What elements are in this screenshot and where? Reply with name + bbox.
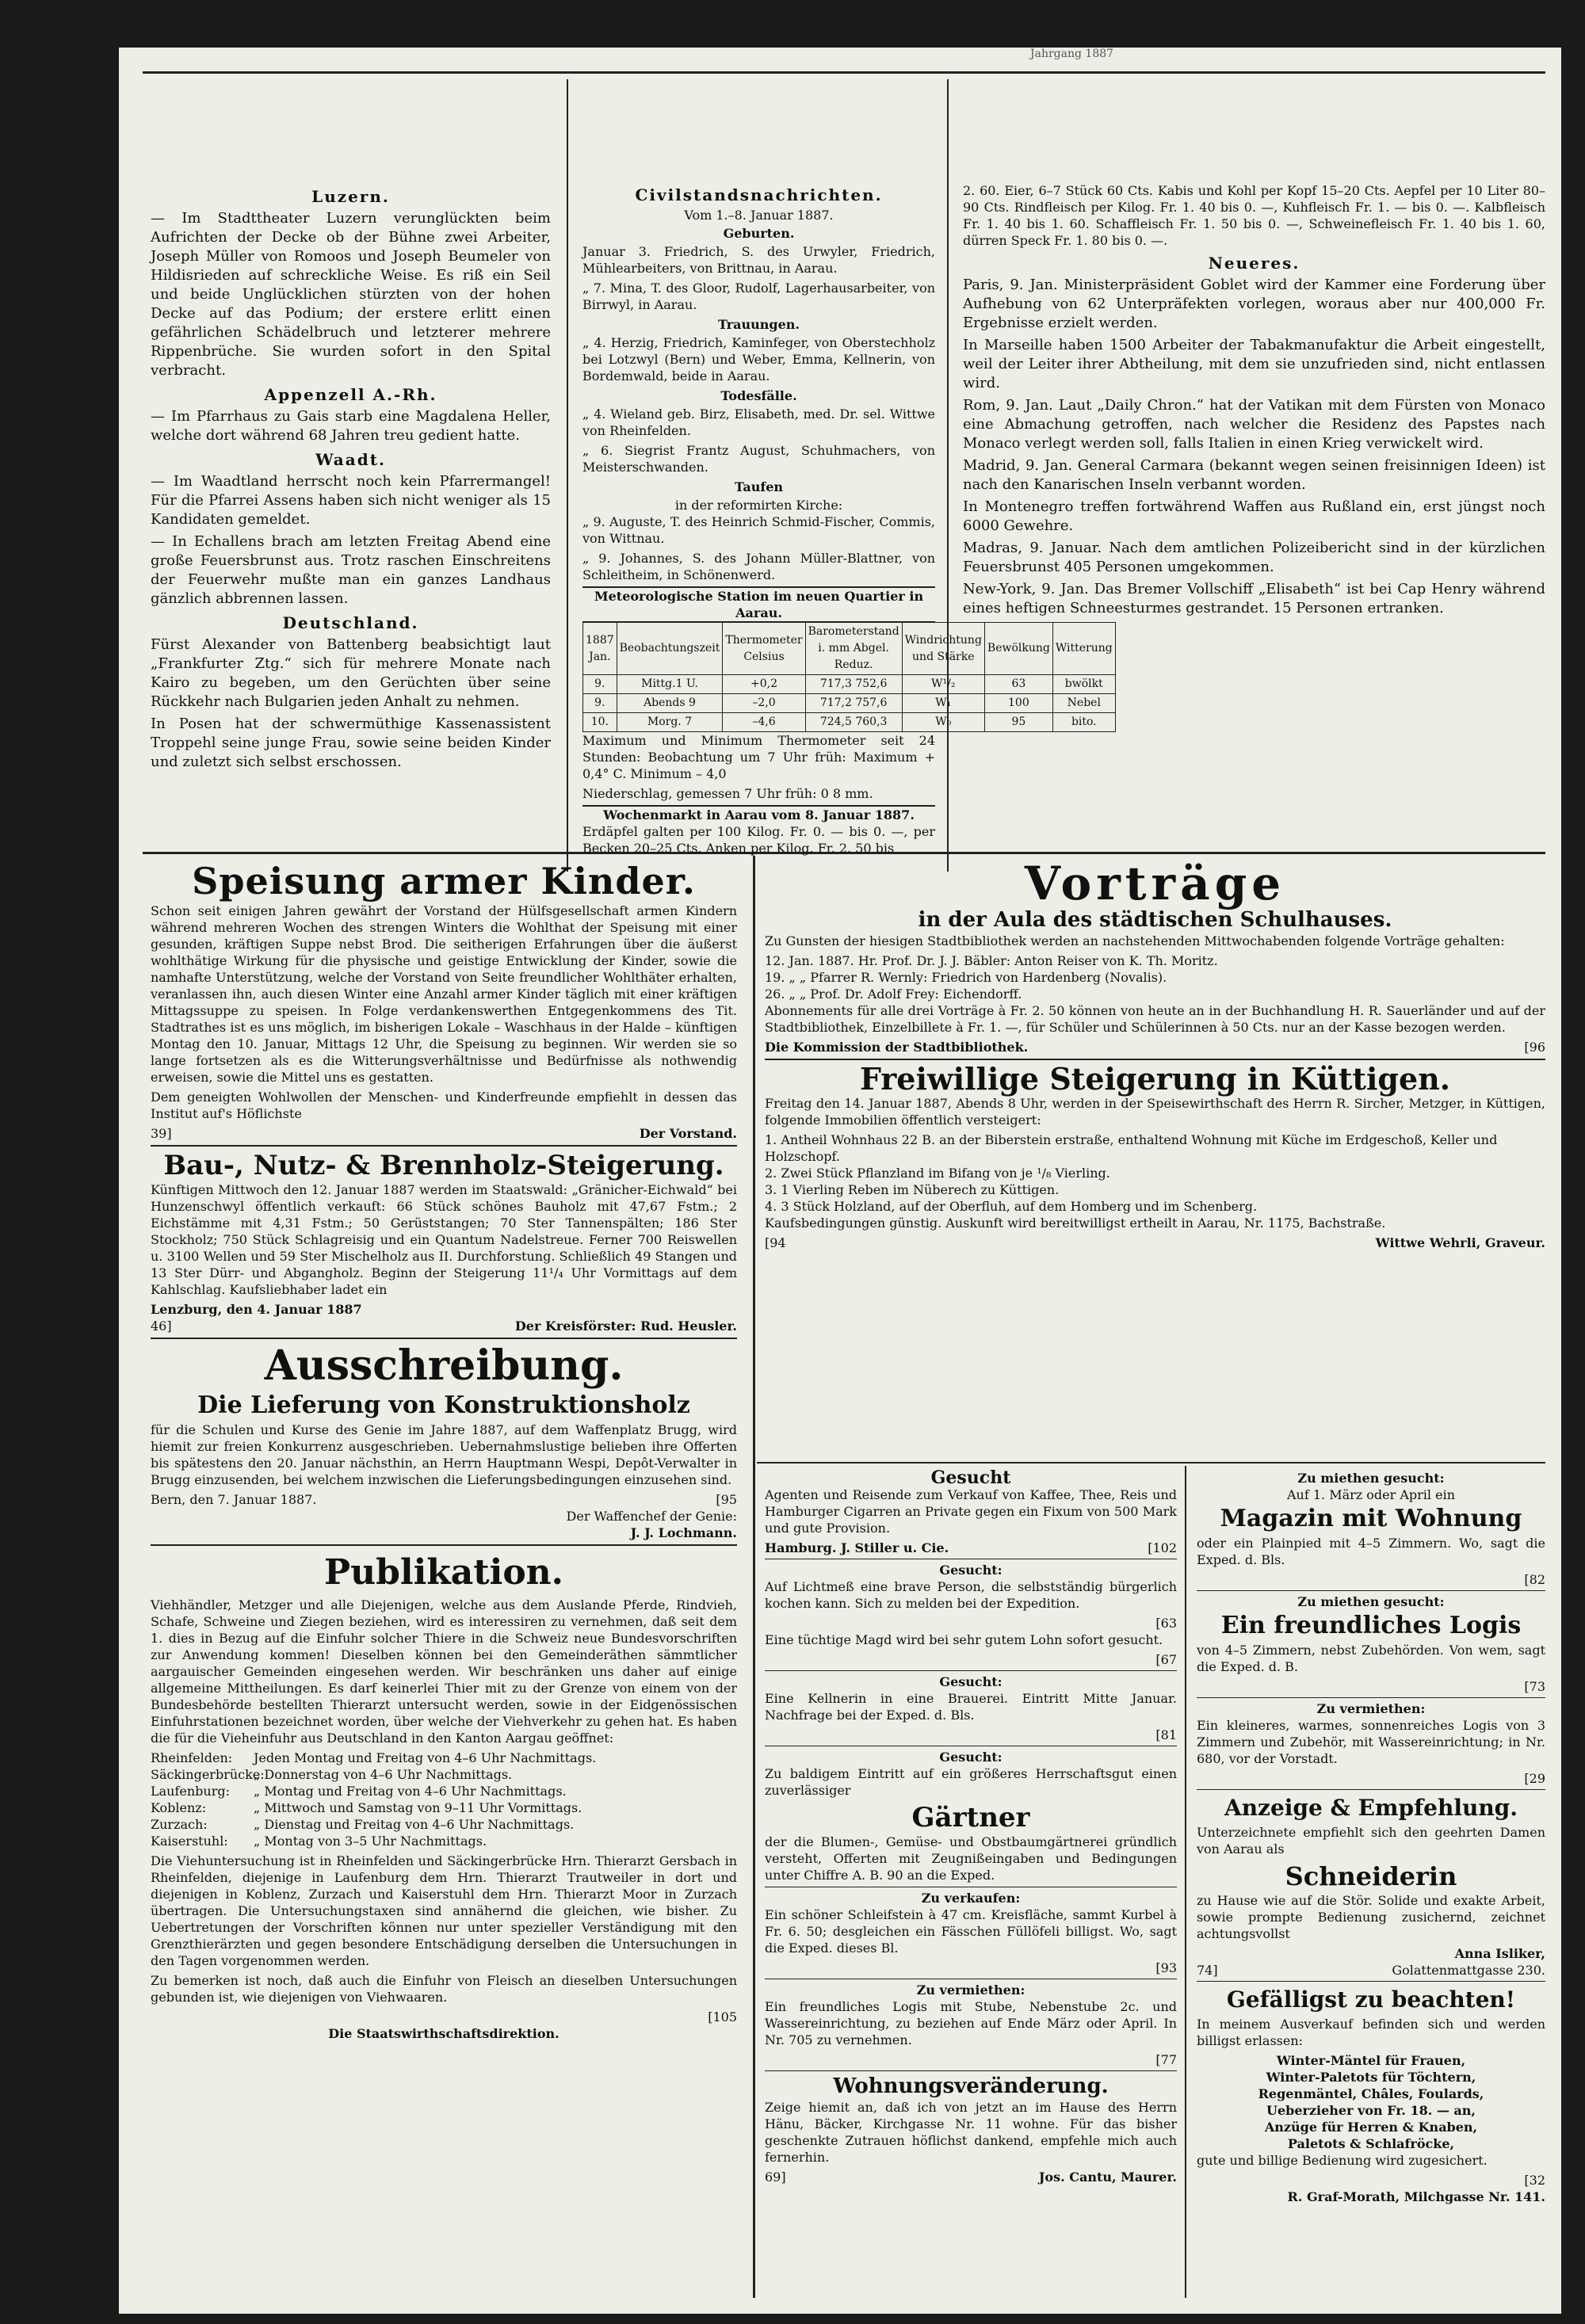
immobilie-item: 3. 1 Vierling Reben im Nüberech zu Küttigen. bbox=[765, 1182, 1060, 1197]
miethen-magazin-title: Zu miethen gesucht: bbox=[1297, 1471, 1445, 1486]
wohnungsveraenderung-title: Wohnungsveränderung. bbox=[833, 2074, 1109, 2098]
anzeige-text-2: zu Hause wie auf die Stör. Solide und exakte Arbeit, sowie prompte Bedienung zusichernd, zeichnet achtungsvollst bbox=[1197, 1893, 1545, 1941]
verkaufen-title: Zu verkaufen: bbox=[921, 1891, 1021, 1906]
ausschreibung-number: [95 bbox=[716, 1492, 737, 1507]
miethen-logis-title: Zu miethen gesucht: bbox=[1297, 1594, 1445, 1609]
speisung-text: Schon seit einigen Jahren gewährt der Vorstand der Hülfsgesellschaft armen Kindern während mehreren Wochen des strengen Winters die Wohlthat der Speisung mit einer gesunden, kräftigen Suppe nebst Brod. Die seitherigen Erfahrungen über die äußerst wohlthätige Wirkung für die physische und geistige Entwicklung der Kinder, sowie die namhafte Unterstützung, welche der Vorstand von Seite freundlicher Wohlthäter erhalten, veranlassen ihn, auch diesen Winter eine Anzahl armer Kinder täglich mit einer kräftigen Mittagssuppe zu speisen. In Folge verdankenswerthen Entgegenkommens des Tit. Stadtrathes ist es uns möglich, im bisherigen Lokale – Waschhaus in der Halde – künftigen Montag den 10. Januar, Mittags 12 Uhr, die Speisung zu beginnen. Wir werden sie so lange fortsetzen als es die Witterungsverhältnisse und Bedürfnisse als nothwendig erweisen, sowie die Mittel uns es gestatten. bbox=[151, 903, 737, 1085]
deutschland-heading: Deutschland. bbox=[282, 613, 419, 632]
met-header: Thermometer Celsius bbox=[723, 623, 805, 675]
met-cell: +0,2 bbox=[723, 675, 805, 694]
holz-steigerung-signature: Der Kreisförster: Rud. Heusler. bbox=[514, 1318, 737, 1334]
ad-divider bbox=[1197, 1789, 1545, 1790]
miethen-magazin-number: [82 bbox=[1524, 1572, 1545, 1587]
met-cell: 95 bbox=[984, 713, 1052, 732]
beachten-item: Winter-Mäntel für Frauen, bbox=[1276, 2053, 1466, 2068]
gesucht-agenten-text: Agenten und Reisende zum Verkauf von Kaffee, Thee, Reis und Hamburger Cigarren an Private gegen ein Fixum von 500 Mark und gute Provision. bbox=[765, 1487, 1177, 1536]
top-rule bbox=[143, 71, 1545, 74]
gaertner-big: Gärtner bbox=[911, 1802, 1030, 1834]
todesfall-2: „ 6. Siegrist Frantz August, Schuhmachers, von Meisterschwanden. bbox=[582, 443, 935, 475]
anzeige-title: Anzeige & Empfehlung. bbox=[1224, 1795, 1518, 1821]
schedule-time: „ Montag von 3–5 Uhr Nachmittags. bbox=[254, 1834, 487, 1849]
met-cell: Nebel bbox=[1052, 694, 1115, 713]
met-header: Bewölkung bbox=[984, 623, 1052, 675]
vortraege-footer bbox=[765, 1039, 1545, 1055]
holz-steigerung-footer bbox=[151, 1318, 737, 1334]
speisung-title: Speisung armer Kinder. bbox=[192, 860, 696, 903]
beachten-title: Gefälligst zu beachten! bbox=[1226, 1986, 1516, 2013]
anzeige-signature-1: Anna Isliker, bbox=[1454, 1946, 1545, 1961]
schedule-row bbox=[151, 1833, 737, 1849]
schedule-place: Laufenburg: bbox=[151, 1784, 230, 1799]
deutschland-text-1: Fürst Alexander von Battenberg beabsichtigt laut „Frankfurter Ztg.“ sich für mehrere Monate nach Kairo zu begeben, um den Gerüchten über seine Rückkehr nach Bulgarien jeden Anhalt zu nehmen. bbox=[151, 636, 551, 710]
gesucht-kellnerin-number: [81 bbox=[1155, 1727, 1177, 1742]
miethen-logis-number: [73 bbox=[1524, 1679, 1545, 1694]
deutschland-text-2: In Posen hat der schwermüthige Kassenassistent Troppehl seine junge Frau, sowie seine beiden Kinder und zuletzt sich selbst erschossen. bbox=[151, 716, 551, 770]
schedule-time: „ Donnerstag von 4–6 Uhr Nachmittags. bbox=[254, 1767, 513, 1782]
schedule-row bbox=[151, 1799, 737, 1816]
met-cell: 717,2 757,6 bbox=[805, 694, 902, 713]
gesucht-agenten-number: [102 bbox=[1148, 1540, 1177, 1555]
wohnungsveraenderung-number: 69] bbox=[765, 2169, 786, 2185]
met-cell: 10. bbox=[583, 713, 617, 732]
taufen-heading: Taufen bbox=[734, 479, 784, 494]
neueres-heading: Neueres. bbox=[1208, 254, 1300, 273]
column-divider-2 bbox=[947, 79, 949, 872]
verkaufen-text: Ein schöner Schleifstein à 47 cm. Kreisfläche, sammt Kurbel à Fr. 6. 50; desgleichen ein Fässchen Füllöfeli billigst. Wo, sagt die Exped. dieses Bl. bbox=[765, 1907, 1177, 1956]
publikation-text-2: Die Viehuntersuchung ist in Rheinfelden und Säckingerbrücke Hrn. Thierarzt Gersbach in Rheinfelden, diejenige in Laufenburg dem Hrn. Thierarzt Trautweiler in dort und diejenigen in Koblenz, Zurzach und Kaiserstuhl dem Hrn. Thierarzt Moor in Zurzach übertragen. Die Untersuchungstaxen sind annähernd die gleichen, wie bisher. Zu Uebertretungen der Vorschriften können nur unter spezieller Verständigung mit den Grenzthierärzten und gegen besondere Entschädigung derselben die Untersuchungen in den Tagen vorgenommen werden. bbox=[151, 1853, 737, 1968]
appenzell-text: — Im Pfarrhaus zu Gais starb eine Magdalena Heller, welche dort während 68 Jahren treu gedient hatte. bbox=[151, 408, 551, 444]
holz-steigerung-place: Lenzburg, den 4. Januar 1887 bbox=[151, 1302, 362, 1317]
schedule-row bbox=[151, 1783, 737, 1799]
immobilie-item: 2. Zwei Stück Pflanzland im Bifang von je ¹/₈ Vierling. bbox=[765, 1166, 1110, 1181]
met-header-row bbox=[583, 623, 1116, 675]
vermiethen-logis-title: Zu vermiethen: bbox=[1316, 1701, 1426, 1716]
schneiderin-big: Schneiderin bbox=[1285, 1861, 1457, 1891]
magazin-big: Magazin mit Wohnung bbox=[1220, 1505, 1522, 1532]
anzeige-footer bbox=[1197, 1962, 1545, 1979]
miethen-logis-text: von 4–5 Zimmern, nebst Zubehörden. Von wem, sagt die Exped. d. B. bbox=[1197, 1643, 1545, 1674]
anzeige-number: 74] bbox=[1197, 1963, 1218, 1978]
civilstand-heading: Civilstandsnachrichten. bbox=[635, 185, 883, 204]
vortrag-item: 26. „ „ Prof. Dr. Adolf Frey: Eichendorff. bbox=[765, 986, 1022, 1002]
vortraege-list bbox=[765, 952, 1545, 1002]
ads-divider bbox=[753, 856, 755, 2298]
schedule-time: „ Mittwoch und Samstag von 9–11 Uhr Vormittags. bbox=[254, 1800, 582, 1815]
schedule-place: Rheinfelden: bbox=[151, 1750, 233, 1765]
appenzell-heading: Appenzell A.-Rh. bbox=[264, 385, 437, 404]
steigerung-kuettigen-text: Freitag den 14. Januar 1887, Abends 8 Uhr, werden in der Speisewirthschaft des Herrn R. Sircher, Metzger, in Küttigen, folgende Immobilien öffentlich versteigert: bbox=[765, 1096, 1545, 1128]
beachten-item: Paletots & Schlafröcke, bbox=[1287, 2136, 1455, 2151]
beachten-item: Winter-Paletots für Töchtern, bbox=[1266, 2070, 1476, 2085]
holz-steigerung-title: Bau-, Nutz- & Brennholz-Steigerung. bbox=[163, 1150, 724, 1181]
met-cell: 100 bbox=[984, 694, 1052, 713]
wohnungsveraenderung-signature: Jos. Cantu, Maurer. bbox=[1038, 2169, 1177, 2185]
vermiethen-number: [77 bbox=[1155, 2052, 1177, 2067]
luzern-text: — Im Stadttheater Luzern verunglückten beim Aufrichten der Decke ob der Bühne zwei Arbeiter, Joseph Müller von Romoos und Joseph Beumeler von Hildisrieden auf schreckliche Weise. Es riß ein Seil und beide Unglücklichen stürzten von der hohen Decke auf das Podium; der erstere erlitt einen gefährlichen Schädelbruch und letzterer mehrere Rippenbrüche. Sie wurden sofort in den Spital verbracht. bbox=[151, 210, 551, 379]
steigerung-kuettigen-signature: Wittwe Wehrli, Graveur. bbox=[1375, 1235, 1545, 1250]
met-row bbox=[583, 694, 1116, 713]
gesucht-person-number: [63 bbox=[1155, 1616, 1177, 1631]
taufe-1: „ 9. Auguste, T. des Heinrich Schmid-Fischer, Commis, von Wittnau. bbox=[582, 514, 935, 546]
holz-steigerung-number: 46] bbox=[151, 1318, 172, 1334]
met-row bbox=[583, 713, 1116, 732]
vermiethen-text: Ein freundliches Logis mit Stube, Nebenstube 2c. und Wassereinrichtung, zu beziehen auf Ende März oder April. In Nr. 705 zu vernehmen. bbox=[765, 1999, 1177, 2047]
beachten-text-2: gute und billige Bedienung wird zugesichert. bbox=[1197, 2153, 1488, 2168]
schedule-time: „ Montag und Freitag von 4–6 Uhr Nachmittags. bbox=[254, 1784, 567, 1799]
vermiethen-logis-number: [29 bbox=[1524, 1771, 1545, 1786]
schedule-time: Jeden Montag und Freitag von 4–6 Uhr Nachmittags. bbox=[254, 1750, 597, 1765]
vermiethen-logis-text: Ein kleineres, warmes, sonnenreiches Logis von 3 Zimmern und Zubehör, mit Wassereinrichtung; in Nr. 680, vor der Vorstadt. bbox=[1197, 1718, 1545, 1766]
gesucht-kellnerin-text: Eine Kellnerin in eine Brauerei. Eintritt Mitte Januar. Nachfrage bei der Exped. d. Bls. bbox=[765, 1691, 1177, 1723]
ad-divider bbox=[1197, 1590, 1545, 1591]
header-text: Jahrgang 1887 bbox=[1030, 48, 1114, 60]
schedule-place: Kaiserstuhl: bbox=[151, 1834, 228, 1849]
vortrag-item: 12. Jan. 1887. Hr. Prof. Dr. J. J. Bäbler: Anton Reiser von K. Th. Moritz. bbox=[765, 953, 1218, 968]
beachten-item: Ueberzieher von Fr. 18. — an, bbox=[1266, 2103, 1476, 2118]
trauungen-heading: Trauungen. bbox=[717, 317, 800, 332]
trauung-1: „ 4. Herzig, Friedrich, Kaminfeger, von Oberstechholz bei Lotzwyl (Bern) und Weber, Emma, Kellnerin, von Bordemwald, beide in Aarau. bbox=[582, 335, 935, 384]
beachten-signature: R. Graf-Morath, Milchgasse Nr. 141. bbox=[1287, 2189, 1545, 2204]
ad-divider bbox=[1197, 1981, 1545, 1982]
waadt-text-1: — Im Waadtland herrscht noch kein Pfarrermangel! Für die Pfarrei Assens haben sich nicht weniger als 15 Kandidaten gemeldet. bbox=[151, 473, 551, 528]
schedule-row bbox=[151, 1816, 737, 1833]
immobilie-item: 4. 3 Stück Holzland, auf der Oberfluh, auf dem Homberg und im Schenberg. bbox=[765, 1199, 1258, 1214]
ad-divider bbox=[765, 1059, 1545, 1060]
steigerung-kuettigen-title: Freiwillige Steigerung in Küttigen. bbox=[859, 1061, 1451, 1097]
gesucht-person-title: Gesucht: bbox=[939, 1563, 1003, 1578]
met-row bbox=[583, 675, 1116, 694]
ausschreibung-place-row bbox=[151, 1491, 737, 1508]
right-ads-midrule bbox=[757, 1462, 1545, 1463]
ad-divider bbox=[151, 1338, 737, 1339]
gesucht-gaertner-text-2: der die Blumen-, Gemüse- und Obstbaumgärtnerei gründlich versteht, Offerten mit Zeugnißeingaben und Bedingungen unter Chiffre A. B. 90 an die Exped. bbox=[765, 1834, 1177, 1883]
beachten-item: Anzüge für Herren & Knaben, bbox=[1264, 2120, 1478, 2135]
luzern-heading: Luzern. bbox=[311, 187, 390, 206]
vermiethen-title: Zu vermiethen: bbox=[916, 1982, 1025, 1998]
met-title: Meteorologische Station im neuen Quartier in Aarau. bbox=[582, 586, 935, 622]
geburt-2: „ 7. Mina, T. des Gloor, Rudolf, Lagerhausarbeiter, von Birrwyl, in Aarau. bbox=[582, 280, 935, 312]
vortraege-title: Vorträge bbox=[1024, 857, 1286, 910]
met-cell: –2,0 bbox=[723, 694, 805, 713]
met-cell: W₀ bbox=[902, 713, 984, 732]
met-cell: W₁ bbox=[902, 694, 984, 713]
geburten-heading: Geburten. bbox=[723, 226, 795, 241]
holz-steigerung-text: Künftigen Mittwoch den 12. Januar 1887 werden im Staatswald: „Gränicher-Eichwald“ bei Hunzenschwyl öffentlich verkauft: 66 Stück schönes Bauholz mit 47,67 Fstm.; 2 Eichstämme mit 4,31 Fstm.; 50 Gerüststangen; 70 Ster Tannenspälten; 186 Ster Stockholz; 750 Stück Schlagreisig und ein Quantum Nadelstreue. Ferner 700 Reiswellen u. 3100 Wellen und 59 Ster Mischelholz aus II. Durchforstung. Schließlich 49 Stangen und 13 Ster Dürr- und Abgangholz. Beginn der Steigerung 11¹/₄ Uhr Vormittags auf dem Kahlschlag. Kaufsliebhaber ladet ein bbox=[151, 1182, 737, 1297]
beachten-item: Regenmäntel, Châles, Foulards, bbox=[1258, 2086, 1484, 2101]
schedule-time: „ Dienstag und Freitag von 4–6 Uhr Nachmittags. bbox=[254, 1817, 575, 1832]
publikation-title: Publikation. bbox=[324, 1552, 563, 1593]
met-header: Barometerstand i. mm Abgel. Reduz. bbox=[805, 623, 902, 675]
speisung-signature: Der Vorstand. bbox=[639, 1126, 737, 1141]
schedule-place: Säckingerbrücke: bbox=[151, 1767, 265, 1782]
gesucht-gaertner-title: Gesucht: bbox=[939, 1750, 1003, 1765]
wohnungsveraenderung-text: Zeige hiemit an, daß ich von jetzt an im Hause des Herrn Hänu, Bäcker, Kirchgasse Nr. 11 wohne. Für das bisher geschenkte Zutrauen höflichst dankend, empfehle mich auch fernerhin. bbox=[765, 2100, 1177, 2165]
met-cell: 724,5 760,3 bbox=[805, 713, 902, 732]
wochenmarkt-continued: 2. 60. Eier, 6–7 Stück 60 Cts. Kabis und Kohl per Kopf 15–20 Cts. Aepfel per 10 Liter 80–90 Cts. Rindfleisch per Kilog. Fr. 1. 40 bis 0. —, Kuhfleisch Fr. 1. — bis 0. —. Kalbfleisch Fr. 1. 40 bis 1. 60. Schaffleisch Fr. 1. 50 bis 0. —, Schweinefleisch Fr. 1. 40 bis 1. 60, dürren Speck Fr. 1. 80 bis 0. —. bbox=[963, 183, 1545, 248]
speisung-text-2: Dem geneigten Wohlwollen der Menschen- und Kinderfreunde empfiehlt in dessen das Institut auf's Höflichste bbox=[151, 1089, 737, 1121]
column-2 bbox=[582, 182, 1113, 860]
ausschreibung-text: für die Schulen und Kurse des Genie im Jahre 1887, auf dem Waffenplatz Brugg, wird hiemit zur freien Konkurrenz ausgeschrieben. Uebernahmslustige belieben ihre Offerten bis spätestens den 20. Januar nächsthin, an Herrn Hauptmann Wespi, Depôt-Verwalter in Brugg einzusenden, bei welchem inzwischen die Lieferungsbedingungen einzusehen sind. bbox=[151, 1422, 737, 1487]
gesucht-kellnerin-title: Gesucht: bbox=[939, 1674, 1003, 1689]
waadt-text-2: — In Echallens brach am letzten Freitag Abend eine große Feuersbrunst aus. Trotz raschen Einschreitens der Feuerwehr mußte man ein ganzes Landhaus gänzlich abbrennen lassen. bbox=[151, 533, 551, 607]
news-madrid: Madrid, 9. Jan. General Carmara (bekannt wegen seinen freisinnigen Ideen) ist nach den Kanarischen Inseln verbannt worden. bbox=[963, 457, 1545, 493]
gesucht-agenten-signature: Hamburg. J. Stiller u. Cie. bbox=[765, 1540, 949, 1555]
met-header: Windrichtung und Stärke bbox=[902, 623, 984, 675]
gesucht-magd-number: [67 bbox=[1155, 1652, 1177, 1667]
met-header: 1887 Jan. bbox=[583, 623, 617, 675]
todesfaelle-heading: Todesfälle. bbox=[720, 388, 797, 403]
publikation-text: Viehhändler, Metzger und alle Diejenigen, welche aus dem Auslande Pferde, Rindvieh, Schafe, Schweine und Ziegen beziehen, wird es interessiren zu vernehmen, daß seit dem 1. dies in Bezug auf die Einfuhr solcher Thiere in die Schweiz neue Bundesvorschriften zur Anwendung kommen! Dieselben können bei den Gemeinderäthen sämmtlicher aargauischer Gemeinden eingesehen werden. Wir beschränken uns daher auf einige allgemeine Mittheilungen. Es darf keinerlei Thier mit zu der Grenze von einem von der Bundesbehörde bestellten Thierarzt untersucht werden, sowie in der Eidgenössischen Einfuhrstationen bezeichnet worden, über welche der Viehverkehr zu gehen hat. Es haben die für die Vieheinfuhr aus Deutschland in den Kanton Aargau geöffnet: bbox=[151, 1597, 737, 1746]
news-newyork: New-York, 9. Jan. Das Bremer Vollschiff „Elisabeth“ ist bei Cap Henry während eines heftigen Schneesturmes gestrandet. 15 Personen ertranken. bbox=[963, 581, 1545, 616]
news-madras: Madras, 9. Januar. Nach dem amtlichen Polizeibericht sind in der kürzlichen Feuersbrunst 405 Personen umgekommen. bbox=[963, 540, 1545, 575]
right-ads-col-b bbox=[1197, 1470, 1545, 2205]
todesfall-1: „ 4. Wieland geb. Birz, Elisabeth, med. Dr. sel. Wittwe von Rheinfelden. bbox=[582, 406, 935, 438]
immobilie-item: 1. Antheil Wohnhaus 22 B. an der Biberstein erstraße, enthaltend Wohnung mit Küche im Erdgeschoß, Keller und Holzschopf. bbox=[765, 1132, 1498, 1164]
right-ads-top bbox=[765, 857, 1545, 1251]
beachten-number: [32 bbox=[1524, 2173, 1545, 2188]
logis-big: Ein freundliches Logis bbox=[1220, 1612, 1522, 1639]
vortrag-item: 19. „ „ Pfarrer R. Wernly: Friedrich von Hardenberg (Novalis). bbox=[765, 970, 1167, 985]
miethen-magazin-text-2: oder ein Plainpied mit 4–5 Zimmern. Wo, sagt die Exped. d. Bls. bbox=[1197, 1536, 1545, 1567]
met-cell: Mittg.1 U. bbox=[617, 675, 723, 694]
vortraege-signature: Die Kommission der Stadtbibliothek. bbox=[765, 1040, 1029, 1055]
miethen-magazin-text: Auf 1. März oder April ein bbox=[1286, 1487, 1456, 1502]
publikation-signature: Die Staatswirthschaftsdirektion. bbox=[328, 2026, 560, 2041]
speisung-number: 39] bbox=[151, 1126, 172, 1141]
publikation-number: [105 bbox=[708, 2009, 737, 2024]
publikation-schedule bbox=[151, 1750, 737, 1849]
met-note-1: Maximum und Minimum Thermometer seit 24 Stunden: Beobachtung um 7 Uhr früh: Maximum + 0,4° C. Minimum – 4,0 bbox=[582, 733, 935, 781]
wochenmarkt-title: Wochenmarkt in Aarau vom 8. Januar 1887. bbox=[582, 805, 935, 823]
geburt-1: Januar 3. Friedrich, S. des Urwyler, Friedrich, Mühlearbeiters, von Brittnau, in Aarau. bbox=[582, 244, 935, 276]
ausschreibung-signature-1: Der Waffenchef der Genie: bbox=[566, 1509, 737, 1524]
schedule-row bbox=[151, 1766, 737, 1783]
verkaufen-number: [93 bbox=[1155, 1960, 1177, 1975]
news-marseille: In Marseille haben 1500 Arbeiter der Tabakmanufaktur die Arbeit eingestellt, weil der Leiter ihrer Abtheilung, mit dem sie unzufrieden sind, nicht entlassen wird. bbox=[963, 337, 1545, 391]
vortraege-subtitle: in der Aula des städtischen Schulhauses. bbox=[918, 908, 1392, 932]
vortraege-text-2: Abonnements für alle drei Vorträge à Fr. 2. 50 können von heute an in der Buchhandlung H. R. Sauerländer und auf der Stadtbibliothek, Einzelbillete à Fr. 1. —, für Schüler und Schülerinnen à 50 Cts. nur an der Kasse bezogen werden. bbox=[765, 1003, 1545, 1035]
met-note-2: Niederschlag, gemessen 7 Uhr früh: 0 8 mm. bbox=[582, 786, 873, 801]
ad-divider bbox=[765, 1670, 1177, 1671]
steigerung-kuettigen-list bbox=[765, 1131, 1545, 1215]
gesucht-agenten-title: Gesucht bbox=[930, 1467, 1011, 1488]
gesucht-magd-text: Eine tüchtige Magd wird bei sehr gutem Lohn sofort gesucht. bbox=[765, 1632, 1163, 1647]
met-cell: bwölkt bbox=[1052, 675, 1115, 694]
news-rom: Rom, 9. Jan. Laut „Daily Chron.“ hat der Vatikan mit dem Fürsten von Monaco eine Abmachung getroffen, nach welcher die Residenz des Papstes nach Monaco verlegt werden soll, falls Italien in einen Krieg verwickelt wird. bbox=[963, 397, 1545, 452]
steigerung-kuettigen-number: [94 bbox=[765, 1235, 786, 1250]
ad-divider bbox=[765, 2070, 1177, 2071]
column-3 bbox=[963, 182, 1545, 621]
gesucht-person-text: Auf Lichtmeß eine brave Person, die selbstständig bürgerlich kochen kann. Sich zu melden bei der Expedition. bbox=[765, 1579, 1177, 1611]
met-cell: 9. bbox=[583, 675, 617, 694]
met-cell: bito. bbox=[1052, 713, 1115, 732]
met-cell: 9. bbox=[583, 694, 617, 713]
steigerung-kuettigen-footer bbox=[765, 1235, 1545, 1251]
column-1 bbox=[151, 182, 551, 775]
taufe-2: „ 9. Johannes, S. des Johann Müller-Blattner, von Schleitheim, in Schönenwerd. bbox=[582, 551, 935, 582]
met-header: Witterung bbox=[1052, 623, 1115, 675]
news-paris: Paris, 9. Jan. Ministerpräsident Goblet wird der Kammer eine Forderung über Aufhebung von 62 Unterpräfekten vorlegen, woraus aber nur 400,000 Fr. Ergebnisse erzielt werden. bbox=[963, 277, 1545, 331]
met-table bbox=[582, 622, 1116, 732]
civilstand-period: Vom 1.–8. Januar 1887. bbox=[684, 208, 834, 223]
right-ads-col-a bbox=[765, 1467, 1177, 2185]
met-cell: –4,6 bbox=[723, 713, 805, 732]
schedule-row bbox=[151, 1750, 737, 1766]
news-montenegro: In Montenegro treffen fortwährend Waffen aus Rußland ein, erst jüngst noch 6000 Gewehre. bbox=[963, 498, 1545, 534]
anzeige-signature-2: Golattenmattgasse 230. bbox=[1392, 1963, 1545, 1978]
column-divider-1 bbox=[567, 79, 568, 872]
ausschreibung-title: Ausschreibung. bbox=[264, 1341, 624, 1390]
publikation-text-3: Zu bemerken ist noch, daß auch die Einfuhr von Fleisch an dieselben Untersuchungen gebunden ist, wie diejenigen von Viehwaaren. bbox=[151, 1973, 737, 2005]
met-cell: 717,3 752,6 bbox=[805, 675, 902, 694]
met-header: Beobachtungszeit bbox=[617, 623, 723, 675]
gesucht-gaertner-text: Zu baldigem Eintritt auf ein größeres Herrschaftsgut einen zuverlässiger bbox=[765, 1766, 1177, 1798]
met-cell: W¹/₂ bbox=[902, 675, 984, 694]
met-cell: Morg. 7 bbox=[617, 713, 723, 732]
wohnungsveraenderung-footer bbox=[765, 2169, 1177, 2185]
taufen-subheading: in der reformirten Kirche: bbox=[674, 498, 843, 513]
steigerung-kuettigen-text-2: Kaufsbedingungen günstig. Auskunft wird bereitwilligst ertheilt in Aarau, Nr. 1175, Bachstraße. bbox=[765, 1215, 1386, 1231]
vortraege-text: Zu Gunsten der hiesigen Stadtbibliothek werden an nachstehenden Mittwochabenden folgende Vorträge gehalten: bbox=[765, 933, 1505, 948]
schedule-place: Koblenz: bbox=[151, 1800, 207, 1815]
ad-divider bbox=[151, 1544, 737, 1546]
ausschreibung-place: Bern, den 7. Januar 1887. bbox=[151, 1492, 317, 1507]
left-ads bbox=[151, 860, 737, 2042]
wochenmarkt-text: Erdäpfel galten per 100 Kilog. Fr. 0. — bis 0. —, per Becken 20–25 Cts. Anken per Kilog. Fr. 2. 50 bis bbox=[582, 824, 935, 856]
ad-divider bbox=[151, 1145, 737, 1147]
met-cell: Abends 9 bbox=[617, 694, 723, 713]
beachten-text: In meinem Ausverkauf befinden sich und werden billigst erlassen: bbox=[1197, 2017, 1545, 2048]
right-ads-divider bbox=[1185, 1466, 1186, 2298]
ausschreibung-subtitle: Die Lieferung von Konstruktionsholz bbox=[197, 1391, 690, 1419]
speisung-footer bbox=[151, 1125, 737, 1142]
newspaper-page bbox=[119, 48, 1561, 2314]
met-cell: 63 bbox=[984, 675, 1052, 694]
ad-divider bbox=[1197, 1697, 1545, 1698]
anzeige-text: Unterzeichnete empfiehlt sich den geehrten Damen von Aarau als bbox=[1197, 1825, 1545, 1857]
vortraege-number: [96 bbox=[1524, 1040, 1545, 1055]
waadt-heading: Waadt. bbox=[315, 450, 386, 469]
ausschreibung-signature-2: J. J. Lochmann. bbox=[630, 1525, 737, 1540]
schedule-place: Zurzach: bbox=[151, 1817, 208, 1832]
gesucht-agenten-footer bbox=[765, 1540, 1177, 1556]
